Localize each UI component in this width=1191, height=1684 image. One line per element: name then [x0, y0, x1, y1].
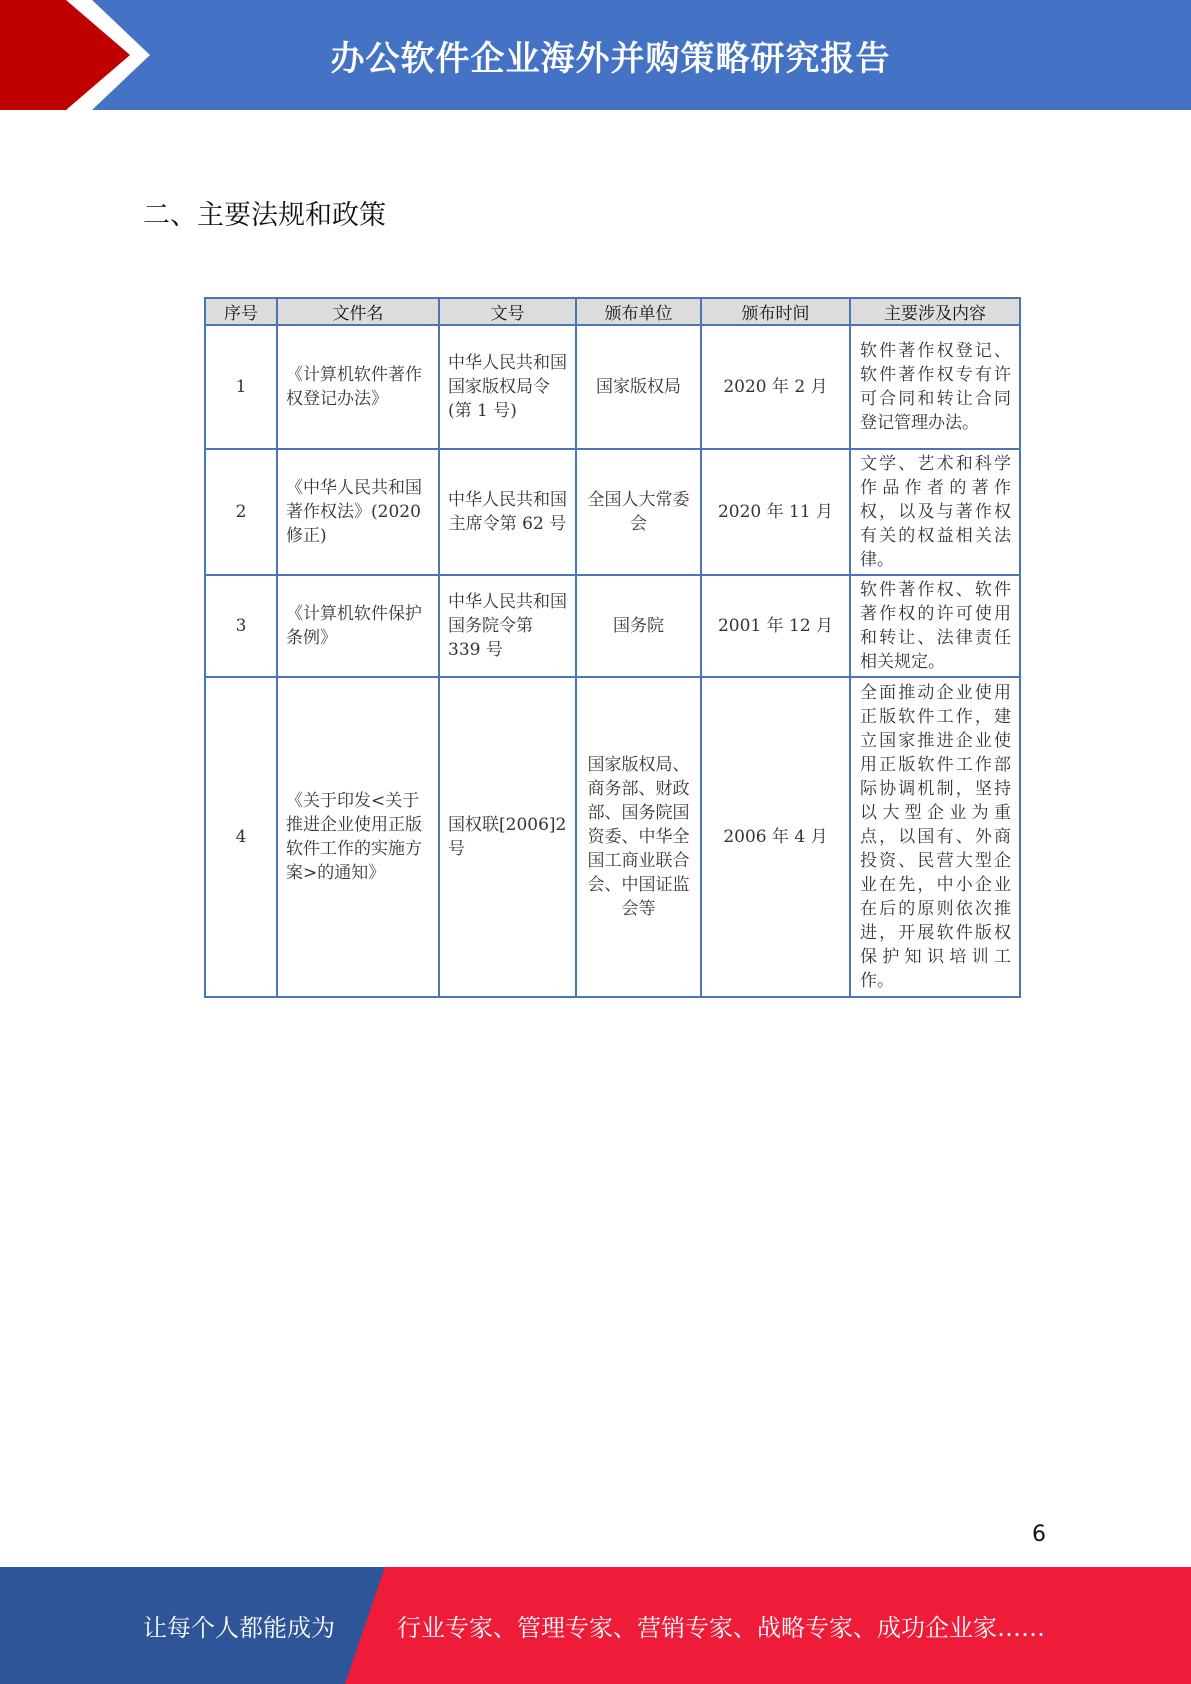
header-date: 颁布时间 — [701, 298, 850, 325]
header-name: 文件名 — [277, 298, 439, 325]
cell-doc-no: 中华人民共和国国家版权局令(第 1 号) — [439, 325, 576, 449]
cell-issuer: 国家版权局、商务部、财政部、国务院国资委、中华全国工商业联合会、中国证监会等 — [576, 677, 701, 997]
cell-index: 4 — [205, 677, 277, 997]
table-row — [205, 325, 1020, 449]
page-number: 6 — [1032, 1522, 1046, 1547]
page-footer — [0, 1567, 1191, 1684]
cell-date: 2006 年 4 月 — [701, 677, 850, 997]
footer-slogan-lead: 让每个人都能成为 — [143, 1614, 335, 1642]
header-issuer: 颁布单位 — [576, 298, 701, 325]
cell-issuer: 全国人大常委会 — [576, 449, 701, 575]
table-row — [205, 677, 1020, 997]
header-index: 序号 — [205, 298, 277, 325]
header-content: 主要涉及内容 — [850, 298, 1020, 325]
cell-issuer: 国家版权局 — [576, 325, 701, 449]
table-header-row — [205, 298, 1020, 325]
cell-doc-no: 国权联[2006]2 号 — [439, 677, 576, 997]
cell-index: 2 — [205, 449, 277, 575]
cell-date: 2001 年 12 月 — [701, 575, 850, 677]
cell-index: 3 — [205, 575, 277, 677]
cell-issuer: 国务院 — [576, 575, 701, 677]
cell-doc-no: 中华人民共和国国务院令第 339 号 — [439, 575, 576, 677]
cell-content: 软件著作权、软件著作权的许可使用和转让、法律责任相关规定。 — [850, 575, 1020, 677]
cell-date: 2020 年 2 月 — [701, 325, 850, 449]
cell-name: 《计算机软件保护条例》 — [277, 575, 439, 677]
header-doc-no: 文号 — [439, 298, 576, 325]
report-title: 办公软件企业海外并购策略研究报告 — [330, 38, 891, 79]
cell-content: 全面推动企业使用正版软件工作，建立国家推进企业使用正版软件工作部际协调机制，坚持以大型企业为重点，以国有、外商投资、民营大型企业在先，中小企业在后的原则依次推进，开展软件版权保护知识培训工作。 — [850, 677, 1020, 997]
cell-name: 《关于印发<关于推进企业使用正版软件工作的实施方案>的通知》 — [277, 677, 439, 997]
cell-content: 软件著作权登记、软件著作权专有许可合同和转让合同登记管理办法。 — [850, 325, 1020, 449]
cell-doc-no: 中华人民共和国主席令第 62 号 — [439, 449, 576, 575]
table-row — [205, 449, 1020, 575]
regulations-table — [204, 297, 1021, 998]
cell-name: 《中华人民共和国著作权法》(2020 修正) — [277, 449, 439, 575]
cell-name: 《计算机软件著作权登记办法》 — [277, 325, 439, 449]
page-header — [0, 0, 1191, 110]
cell-index: 1 — [205, 325, 277, 449]
section-title: 二、主要法规和政策 — [143, 200, 386, 231]
table-row — [205, 575, 1020, 677]
footer-slogan: 行业专家、管理专家、营销专家、战略专家、成功企业家…… — [397, 1614, 1045, 1642]
cell-content: 文学、艺术和科学作品作者的著作权，以及与著作权有关的权益相关法律。 — [850, 449, 1020, 575]
header-arrow-icon — [0, 0, 160, 110]
cell-date: 2020 年 11 月 — [701, 449, 850, 575]
